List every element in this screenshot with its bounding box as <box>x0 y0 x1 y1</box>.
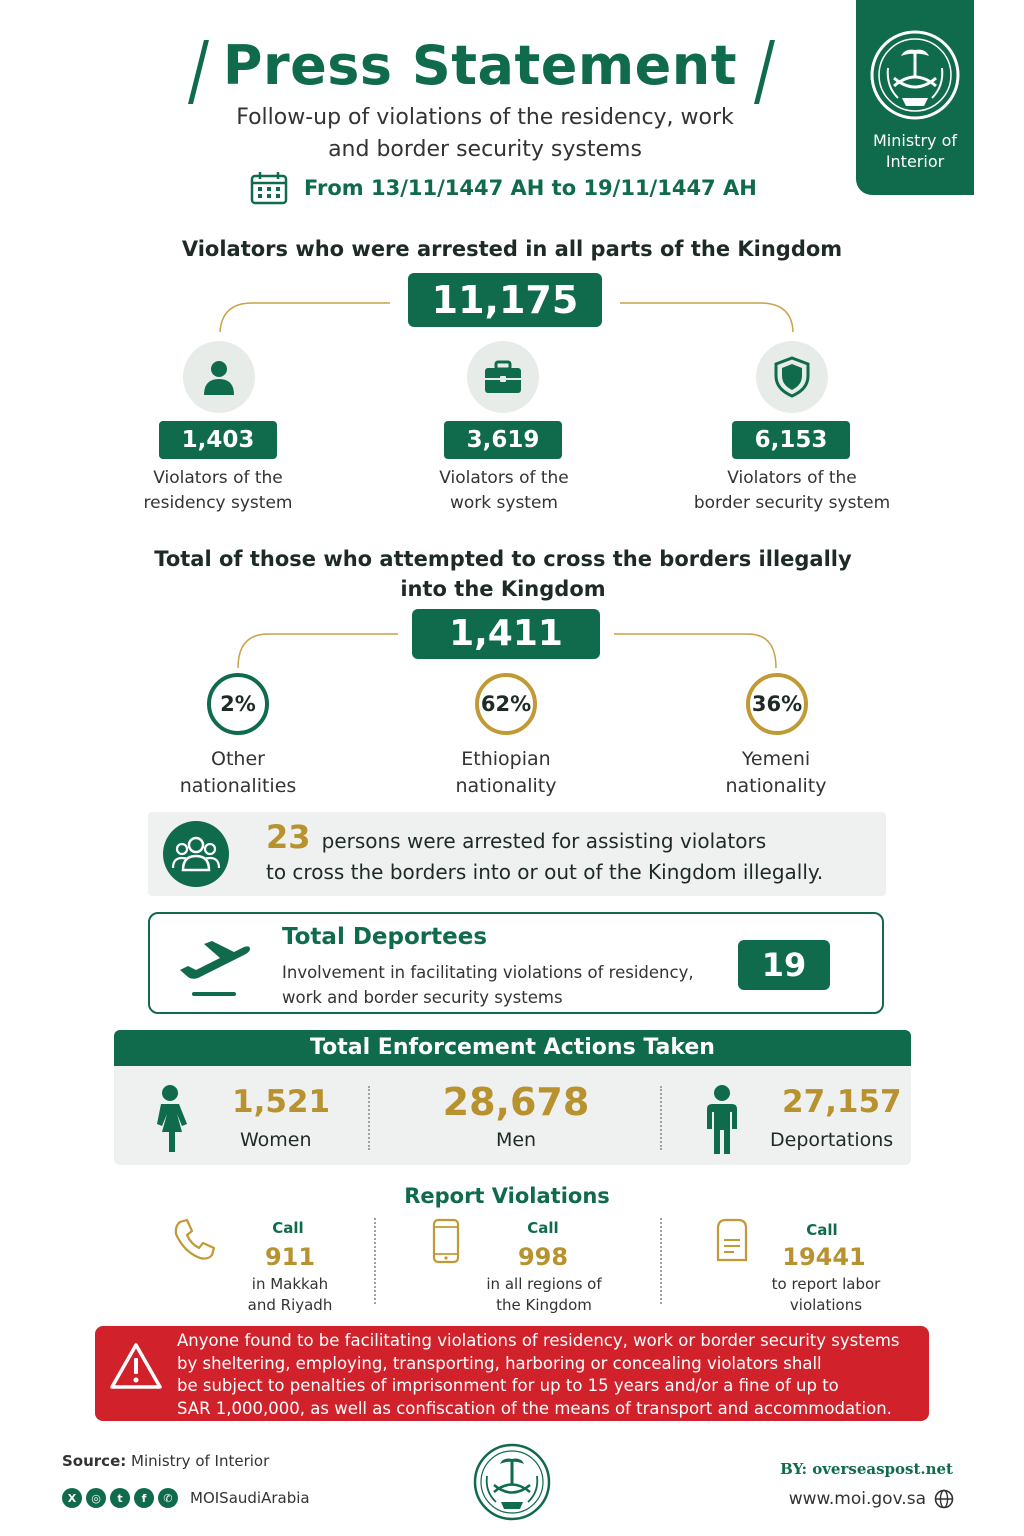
border-icon-circle <box>756 341 828 413</box>
hotline-911-desc-line-2: and Riyadh <box>247 1296 333 1314</box>
arrests-heading: Violators who were arrested in all parts of the Kingdom <box>181 237 843 261</box>
ministry-name-line-1: Ministry of <box>873 131 957 150</box>
globe-icon <box>934 1489 954 1509</box>
assist-text-2: to cross the borders into or out of the Kingdom illegally. <box>266 860 824 884</box>
call-label-998: Call <box>527 1219 559 1237</box>
page-subtitle <box>200 102 770 166</box>
residency-icon-circle <box>183 341 255 413</box>
date-range <box>250 172 770 204</box>
yemeni-ring <box>746 673 808 735</box>
report-divider-1 <box>374 1218 376 1304</box>
work-violators-label <box>394 466 614 516</box>
border-crossing-heading-line-2: into the Kingdom <box>400 577 606 601</box>
total-deportees-panel <box>148 912 884 1014</box>
report-violations-title: Report Violations <box>404 1184 610 1208</box>
instagram-icon[interactable]: ◎ <box>86 1488 106 1508</box>
deportees-desc-line-1: Involvement in facilitating violations of residency, <box>282 963 694 982</box>
penalty-warning-text <box>177 1330 917 1420</box>
deportations-label: Deportations <box>770 1129 894 1151</box>
call-label-911: Call <box>272 1219 304 1237</box>
assist-line-1 <box>266 818 766 856</box>
social-links <box>62 1487 310 1509</box>
source-label: Source: <box>62 1452 127 1470</box>
enforcement-divider-1 <box>368 1086 370 1150</box>
women-label: Women <box>240 1129 312 1151</box>
men-count: 28,678 <box>442 1080 590 1124</box>
assist-violators-panel <box>148 812 886 896</box>
hotline-911[interactable]: 911 <box>264 1243 316 1271</box>
residency-label-line-2: residency system <box>143 493 293 513</box>
residency-violators-count: 1,403 <box>159 421 277 459</box>
residency-violators-label <box>108 466 328 516</box>
x-icon[interactable]: X <box>62 1488 82 1508</box>
enforcement-title: Total Enforcement Actions Taken <box>114 1030 911 1066</box>
hotline-19441[interactable]: 19441 <box>782 1243 866 1271</box>
deportees-count: 19 <box>738 940 830 990</box>
hotline-998[interactable]: 998 <box>517 1243 569 1271</box>
women-count: 1,521 <box>232 1084 331 1120</box>
yemeni-label <box>686 746 866 800</box>
other-label-line-2: nationalities <box>179 775 297 797</box>
briefcase-icon <box>483 359 523 395</box>
woman-icon <box>148 1084 192 1156</box>
warning-line-4: SAR 1,000,000, as well as confiscation of the means of transport and accommodation. <box>177 1398 892 1418</box>
facebook-icon[interactable]: f <box>134 1488 154 1508</box>
work-icon-circle <box>467 341 539 413</box>
hotline-19441-desc-line-1: to report labor <box>771 1275 881 1293</box>
arrests-total: 11,175 <box>408 273 602 327</box>
source-credit <box>62 1452 269 1470</box>
ethiopian-label <box>416 746 596 800</box>
residency-label-line-1: Violators of the <box>153 468 283 488</box>
date-range-text: From 13/11/1447 AH to 19/11/1447 AH <box>304 176 757 200</box>
work-violators-count: 3,619 <box>444 421 562 459</box>
footer-emblem-icon <box>472 1442 552 1522</box>
airplane-takeoff-icon <box>176 932 252 1000</box>
mobile-icon <box>432 1218 460 1264</box>
border-crossing-heading <box>0 544 1006 604</box>
byline: BY: overseaspost.net <box>780 1460 953 1478</box>
hotline-998-description <box>468 1274 620 1316</box>
website-link[interactable]: www.moi.gov.sa <box>788 1489 926 1509</box>
work-label-line-1: Violators of the <box>439 468 569 488</box>
assist-count: 23 <box>266 818 311 856</box>
page-title: Press Statement <box>222 34 738 97</box>
ministry-name-line-2: Interior <box>885 152 945 171</box>
warning-line-3: be subject to penalties of imprisonment for up to 15 years and/or a fine of up to <box>177 1376 839 1395</box>
enforcement-divider-2 <box>660 1086 662 1150</box>
group-icon-circle <box>163 821 229 887</box>
ministry-name <box>856 130 974 172</box>
border-crossing-heading-line-1: Total of those who attempted to cross the borders illegally <box>154 547 852 571</box>
deportees-description <box>282 960 694 1010</box>
border-violators-count: 6,153 <box>732 421 850 459</box>
men-label: Men <box>495 1129 537 1151</box>
work-label-line-2: work system <box>449 493 558 513</box>
ethiopian-label-line-1: Ethiopian <box>461 748 551 770</box>
subtitle-line-1: Follow-up of violations of the residency, work <box>236 105 734 130</box>
border-violators-label <box>672 466 912 516</box>
document-icon <box>716 1218 748 1262</box>
hotline-998-desc-line-2: the Kingdom <box>496 1296 592 1314</box>
other-nationalities-label <box>148 746 328 800</box>
ethiopian-percent: 62% <box>480 692 532 716</box>
hotline-19441-description <box>752 1274 900 1316</box>
hotline-911-desc-line-1: in Makkah <box>251 1275 329 1293</box>
border-label-line-1: Violators of the <box>727 468 857 488</box>
person-icon <box>199 357 239 397</box>
ministry-emblem-icon <box>870 28 960 122</box>
twitter-icon[interactable]: t <box>110 1488 130 1508</box>
call-label-19441: Call <box>806 1221 838 1239</box>
yemeni-label-line-2: nationality <box>725 775 827 797</box>
border-crossing-total: 1,411 <box>412 609 600 659</box>
hotline-998-desc-line-1: in all regions of <box>486 1275 602 1293</box>
group-icon <box>171 834 221 874</box>
other-nationalities-percent: 2% <box>220 692 256 716</box>
other-label-line-1: Other <box>211 748 265 770</box>
man-icon <box>702 1084 742 1156</box>
ministry-badge <box>856 0 974 195</box>
calendar-icon <box>250 171 288 205</box>
phone-icon <box>172 1218 216 1262</box>
yemeni-label-line-1: Yemeni <box>741 748 811 770</box>
hotline-19441-desc-line-2: violations <box>789 1296 863 1314</box>
deportations-count: 27,157 <box>782 1084 902 1120</box>
source-value: Ministry of Interior <box>131 1452 270 1470</box>
deportees-title: Total Deportees <box>282 924 488 950</box>
hotline-911-description <box>226 1274 354 1316</box>
yemeni-percent: 36% <box>751 692 803 716</box>
social-handle[interactable]: MOISaudiArabia <box>190 1489 310 1507</box>
warning-line-2: by sheltering, employing, transporting, harboring or concealing violators shall <box>177 1353 822 1373</box>
subtitle-line-2: and border security systems <box>328 137 642 162</box>
other-nationalities-ring <box>207 673 269 735</box>
ethiopian-label-line-2: nationality <box>455 775 557 797</box>
ethiopian-ring <box>475 673 537 735</box>
shield-icon <box>773 356 811 398</box>
penalty-warning-panel <box>95 1326 929 1421</box>
enforcement-panel <box>114 1066 911 1165</box>
assist-text-1: persons were arrested for assisting violators <box>321 829 767 853</box>
report-divider-2 <box>660 1218 662 1304</box>
warning-icon <box>109 1342 163 1390</box>
deportees-desc-line-2: work and border security systems <box>282 988 563 1007</box>
whatsapp-icon[interactable]: ✆ <box>158 1488 178 1508</box>
border-label-line-2: border security system <box>693 493 891 513</box>
warning-line-1: Anyone found to be facilitating violations of residency, work or border security systems <box>177 1331 900 1350</box>
